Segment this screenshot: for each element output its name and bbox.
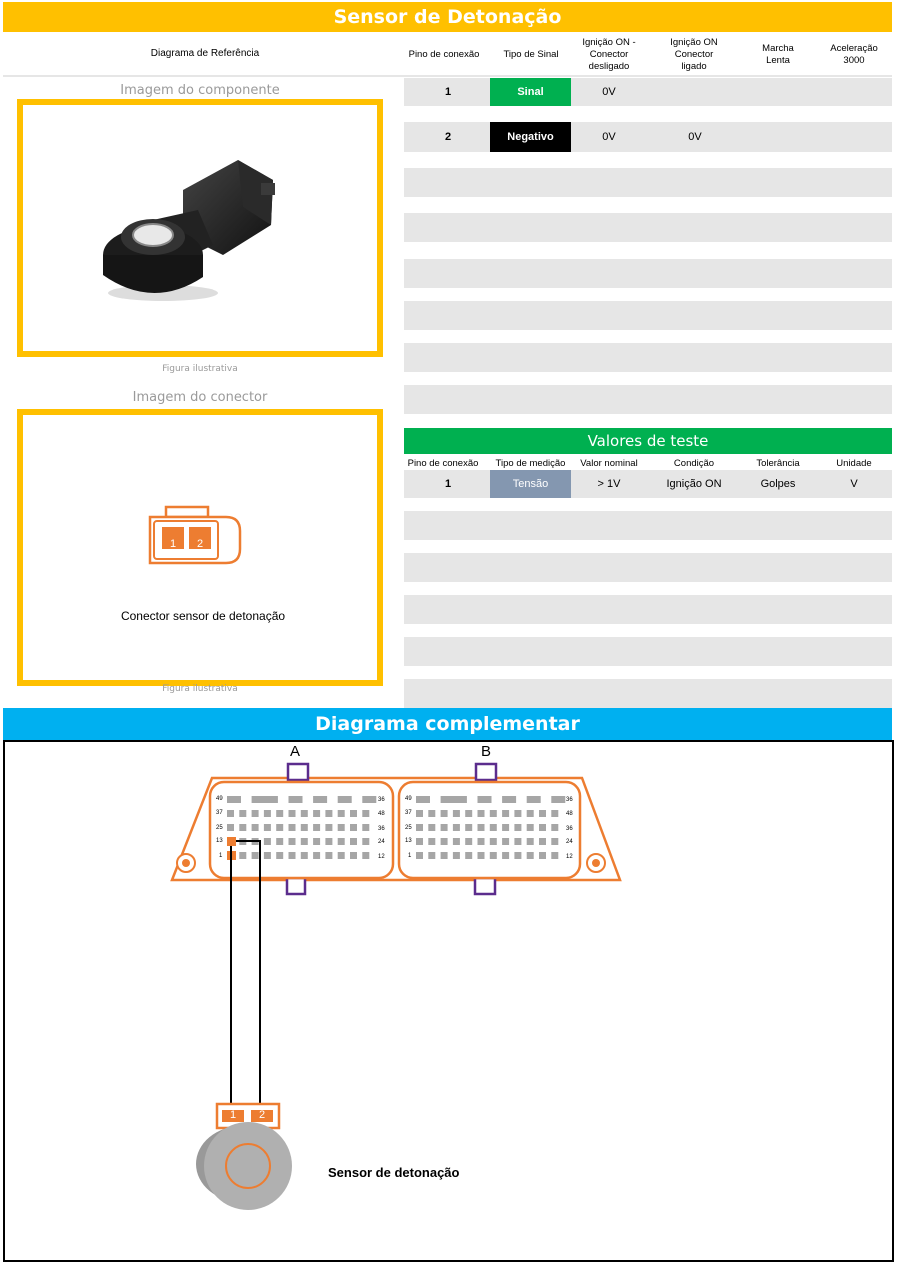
page-title: Sensor de Detonação [3,2,892,32]
ecu-pin [453,852,460,859]
test-condition: Ignição ON [666,478,722,490]
ecu-pin [428,852,435,859]
test-header-pin: Pino de conexão [407,458,479,469]
pin-row [404,78,892,106]
ecu-pin [264,852,271,859]
ecu-pin [325,852,332,859]
ecu-pin [362,838,369,845]
empty-row [404,637,892,666]
ecu-pin [264,838,271,845]
ecu-pin [490,852,497,859]
pin-number: 1 [444,86,452,98]
ecu-pin [289,824,296,831]
ecu-pin [453,838,460,845]
test-unit: V [850,478,858,490]
ecu-pin [350,810,357,817]
ecu-pin [416,852,423,859]
pin-label-b-r48: 48 [566,811,573,817]
test-header-unit: Unidade [836,458,872,469]
ecu-pin [264,824,271,831]
empty-row [404,301,892,330]
ecu-pin [264,810,271,817]
ecu-pin [338,852,345,859]
ecu-pin [276,824,283,831]
ecu-pin [239,824,246,831]
ecu-pin [527,838,534,845]
ecu-pin [490,824,497,831]
ecu-pin [527,824,534,831]
ecu-pin [539,838,546,845]
header-accel: Aceleração 3000 [830,43,878,66]
ecu-pin [490,810,497,817]
ecu-pin [478,824,485,831]
ecu-pin [551,824,558,831]
sensor-label: Sensor de detonação [328,1165,460,1180]
ecu-pin [465,852,472,859]
pin-label-b-37: 37 [405,810,412,816]
test-nominal: > 1V [597,478,621,490]
ecu-pin [428,824,435,831]
ecu-pin [239,852,246,859]
ecu-pin [325,824,332,831]
test-header-measure: Tipo de medição [495,458,566,469]
ecu-pin [416,824,423,831]
connector-caption: Figura ilustrativa [162,684,238,694]
sensor-pin-2-label: 2 [258,1109,266,1121]
ecu-pin [551,838,558,845]
ecu-pin [478,810,485,817]
ign-off-value: 0V [602,131,616,143]
ecu-pin [416,796,430,803]
ecu-pin [239,810,246,817]
ecu-pin [527,810,534,817]
ecu-pin [313,796,327,803]
pin-label-a-25: 25 [216,825,223,831]
component-label: Imagem do componente [120,83,280,98]
ecu-pin [362,810,369,817]
pin-label-a-1: 1 [219,853,223,859]
connector-image-frame [17,409,383,686]
ecu-pin [453,810,460,817]
ecu-pin [264,796,278,803]
ecu-pin [301,810,308,817]
header-ign-off: Ignição ON - Conector desligado [582,37,636,72]
ecu-pin [276,810,283,817]
ign-on-value [662,78,728,106]
ecu-pin [252,796,266,803]
ecu-pin [502,824,509,831]
diagram-title: Diagrama complementar [3,708,892,740]
pin-label-b-1: 1 [408,853,412,859]
ecu-pin [350,838,357,845]
test-header-nominal: Valor nominal [580,458,638,469]
ecu-pin [252,824,259,831]
ecu-pin [289,838,296,845]
ecu-pin [416,838,423,845]
header-ign-on: Ignição ON Conector ligado [670,37,718,72]
pin-label-b-13: 13 [405,838,412,844]
ecu-pin [289,852,296,859]
ecu-pin [502,796,516,803]
pin-number: 2 [444,131,452,143]
pin-label-a-13: 13 [216,838,223,844]
header-pin: Pino de conexão [408,49,480,60]
ecu-pin [362,824,369,831]
ecu-pin [252,852,259,859]
empty-row [404,553,892,582]
ecu-pin [313,824,320,831]
ecu-pin [338,796,352,803]
ecu-pin [441,852,448,859]
ecu-pin [551,852,558,859]
ecu-pin [527,852,534,859]
header-idle: Marcha Lenta [762,43,794,66]
pin-label-b-25: 25 [405,825,412,831]
empty-row [404,259,892,288]
ecu-pin [514,852,521,859]
ecu-pin [338,838,345,845]
pin-label-b-r36: 36 [566,797,573,803]
pin-label-b-r24: 24 [566,839,573,845]
connector-label: Imagem do conector [132,390,268,405]
ecu-pin [453,796,467,803]
empty-row [404,511,892,540]
active-pin-13 [227,837,236,846]
ecu-pin [465,810,472,817]
ecu-pin [502,838,509,845]
header-signal-type: Tipo de Sinal [503,49,559,60]
ecu-pin [338,824,345,831]
pin-label-a-37: 37 [216,810,223,816]
test-measure-badge: Tensão [490,470,571,498]
ecu-pin [416,810,423,817]
ecu-pin [289,796,303,803]
ecu-pin [441,810,448,817]
pin-label-a-r12: 12 [378,854,385,860]
ecu-pin [514,810,521,817]
signal-type-badge: Negativo [490,122,571,152]
ecu-pin [490,838,497,845]
component-caption: Figura ilustrativa [162,364,238,374]
ecu-pin [227,796,241,803]
pin-label-b-49: 49 [405,796,412,802]
ecu-pin [289,810,296,817]
ecu-pin [478,852,485,859]
ecu-pin [313,810,320,817]
ecu-pin [301,824,308,831]
ecu-pin [478,838,485,845]
test-tolerance: Golpes [760,478,796,490]
ecu-pin [338,810,345,817]
ecu-pin [441,796,455,803]
test-pin: 1 [444,478,452,490]
ecu-pin [539,810,546,817]
ecu-pin [301,852,308,859]
empty-row [404,385,892,414]
header-divider [3,75,892,77]
ecu-pin [276,852,283,859]
test-values-title: Valores de teste [404,428,892,454]
ecu-pin [362,796,376,803]
pin-label-b-r12: 12 [566,854,573,860]
ecu-pin [362,852,369,859]
component-image-frame [17,99,383,357]
pin-label-a-49: 49 [216,796,223,802]
ecu-pin [465,824,472,831]
ecu-connector-diagram [0,740,898,1263]
empty-row [404,679,892,708]
ecu-pin [453,824,460,831]
ecu-pin [502,852,509,859]
ecu-pin [539,852,546,859]
ign-on-value: 0V [688,131,702,143]
ecu-pin [276,838,283,845]
ecu-pin [227,824,234,831]
ecu-pin [325,838,332,845]
ecu-pin [428,810,435,817]
ecu-pin [502,810,509,817]
ecu-pin [428,838,435,845]
empty-row [404,213,892,242]
ecu-pin [441,838,448,845]
ecu-pin [252,810,259,817]
connector-b-label: B [481,743,492,760]
empty-row [404,595,892,624]
pin-label-a-r48: 48 [378,811,385,817]
ecu-pin [301,838,308,845]
empty-row [404,343,892,372]
ign-off-value: 0V [602,86,616,98]
pin-label-a-r24: 24 [378,839,385,845]
pin-row [404,122,892,152]
ecu-pin [551,796,565,803]
ecu-pin [527,796,541,803]
ecu-pin [441,824,448,831]
ecu-pin [313,838,320,845]
test-row [404,470,892,498]
ecu-pin [478,796,492,803]
ecu-pin [227,810,234,817]
test-header-tolerance: Tolerância [756,458,800,469]
ecu-pin [350,852,357,859]
signal-type-badge: Sinal [490,78,571,106]
pin-label-b-r36b: 36 [566,826,573,832]
test-header-condition: Condição [673,458,715,469]
sensor-pin-1-label: 1 [229,1109,237,1121]
connector-a-label: A [290,743,301,760]
ecu-pin [350,824,357,831]
empty-row [404,168,892,197]
ecu-pin [313,852,320,859]
pin-label-a-r36: 36 [378,797,385,803]
ecu-pin [325,810,332,817]
connector-pin-2-label: 2 [196,538,204,550]
header-ref: Diagrama de Referência [150,48,260,59]
ecu-pin [551,810,558,817]
ecu-pin [539,824,546,831]
connector-pin-1-label: 1 [169,538,177,550]
knock-sensor-image [23,105,377,351]
ecu-pin [514,824,521,831]
pin-label-a-r36b: 36 [378,826,385,832]
connector-name: Conector sensor de detonação [120,609,286,623]
ecu-pin [514,838,521,845]
ecu-pin [465,838,472,845]
